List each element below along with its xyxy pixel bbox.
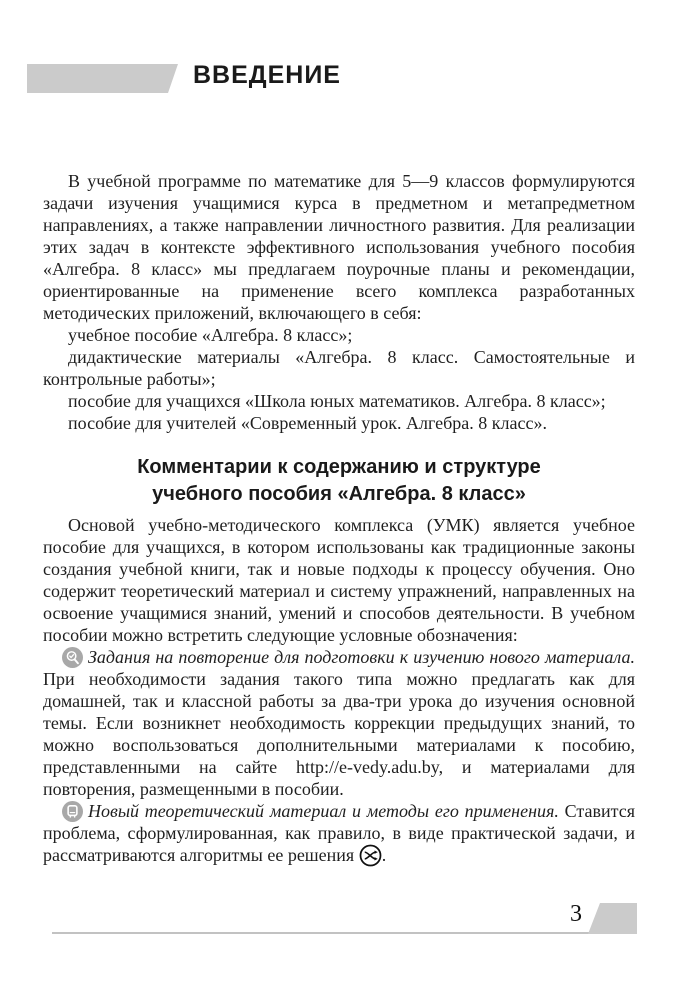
footer-rule	[52, 932, 637, 934]
legend-desc-end: .	[381, 845, 387, 865]
intro-paragraph: В учебной программе по математике для 5—9 классов формулируются задачи изучения учащимися курса в предметном и метапредметном направлениях, а также направлении личностного развития. Для реализации этих задач в контексте эффективного использования учебного пособия «Алгебра. 8 класс» мы предлагаем поурочные планы и рекомендации, ориентированные на применение всего комплекса разработанных методических приложений, включающего в себя:	[43, 171, 635, 323]
intro-list-item: учебное пособие «Алгебра. 8 класс»;	[68, 325, 353, 345]
legend-desc: Ставится проблема, сформулированная, как правило, в виде практической задачи, и рассматриваются алгоритмы ее решения	[43, 801, 635, 865]
magnifier-check-icon	[62, 647, 83, 668]
intro-list-item: дидактические материалы «Алгебра. 8 класс. Самостоятельные и контрольные работы»;	[43, 347, 635, 389]
intro-section	[43, 170, 635, 434]
comments-section	[43, 514, 635, 867]
legend-desc: При необходимости задания такого типа можно предлагать как для домашней, так и классной работы за два-три урока до изучения основной темы. Если возникнет необходимость коррекции предыдущих знаний, то можно воспользоваться дополнительными материалами к пособию, представленными на сайте http://e-vedy.adu.by, и материалами для повторения, размещенными в пособии.	[43, 669, 635, 799]
header-accent-tab	[27, 64, 178, 93]
legend-item-repetition	[43, 646, 635, 800]
intro-list-item: пособие для учащихся «Школа юных математиков. Алгебра. 8 класс»;	[68, 391, 606, 411]
page-number: 3	[570, 901, 582, 927]
umk-paragraph: Основой учебно-методического комплекса (УМК) является учебное пособие для учащихся, в котором использованы как традиционные законы создания учебной книги, так и новые подходы к процессу обучения. Оно содержит теоретический материал и систему упражнений, направленных на освоение учащимися знаний, умений и способов деятельности. В учебном пособии можно встретить следующие условные обозначения:	[43, 515, 635, 645]
section-heading-line1: Комментарии к содержанию и структуре	[137, 456, 541, 478]
book-icon	[62, 801, 83, 822]
page-title: ВВЕДЕНИЕ	[193, 61, 341, 89]
legend-term: Новый теоретический материал и методы его применения.	[88, 801, 559, 821]
legend-item-new-material	[43, 800, 635, 867]
section-heading	[43, 454, 635, 508]
intro-list-item: пособие для учителей «Современный урок. Алгебра. 8 класс».	[68, 413, 547, 433]
legend-term: Задания на повторение для подготовки к изучению нового материала.	[88, 647, 635, 667]
shuffle-arrows-icon	[359, 844, 382, 867]
footer-accent-tab	[588, 903, 637, 934]
section-heading-line2: учебного пособия «Алгебра. 8 класс»	[152, 483, 526, 505]
